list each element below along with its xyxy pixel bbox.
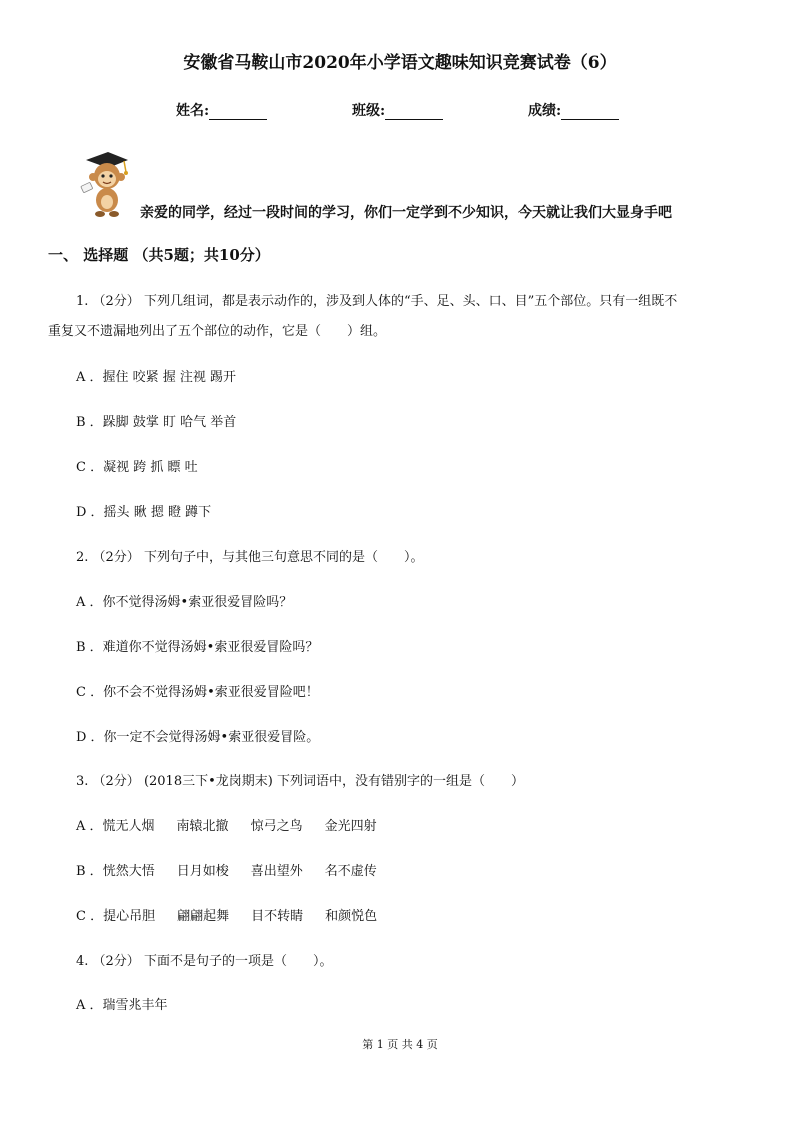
question-1-stem-cont: 重复又不遗漏地列出了五个部位的动作，它是（ ）组。 xyxy=(48,324,387,339)
option-word: 翩翩起舞 xyxy=(177,909,230,924)
question-2-stem: 2. （2分） 下列句子中，与其他三句意思不同的是（ ）。 xyxy=(76,550,424,565)
option-word: 喜出望外 xyxy=(250,864,303,879)
question-1-option-c[interactable]: C ．凝视 跨 抓 瞟 吐 xyxy=(76,460,198,475)
option-word: 提心吊胆 xyxy=(103,909,156,924)
score-blank xyxy=(561,105,619,120)
score-field xyxy=(528,100,619,120)
option-label: C ． xyxy=(76,909,104,924)
name-field xyxy=(176,100,267,120)
option-word: 和颜悦色 xyxy=(325,909,378,924)
page-footer: 第 1 页 共 4 页 xyxy=(362,1038,438,1051)
option-label: B ． xyxy=(76,864,103,879)
question-3-option-b[interactable] xyxy=(76,860,399,879)
question-2-option-a[interactable]: A ．你不觉得汤姆•索亚很爱冒险吗？ xyxy=(76,595,293,610)
class-label: 班级: xyxy=(352,103,386,119)
section-title: 一、 选择题 （共5题；共10分） xyxy=(48,246,270,264)
option-label: A ． xyxy=(76,819,103,834)
option-word: 日月如梭 xyxy=(176,864,229,879)
question-3-option-a[interactable] xyxy=(76,815,399,834)
option-word: 南辕北撤 xyxy=(176,819,229,834)
option-word: 恍然大悟 xyxy=(102,864,155,879)
page-title: 安徽省马鞍山市2020年小学语文趣味知识竞赛试卷（6） xyxy=(183,53,617,73)
question-2-option-d[interactable]: D ．你一定不会觉得汤姆•索亚很爱冒险。 xyxy=(76,730,320,745)
question-1-option-b[interactable]: B ．跺脚 鼓掌 盯 哈气 举首 xyxy=(76,415,237,430)
question-1-option-d[interactable]: D ．摇头 瞅 摁 瞪 蹲下 xyxy=(76,505,212,520)
class-field xyxy=(352,100,443,120)
question-4-option-a[interactable]: A ．瑞雪兆丰年 xyxy=(76,998,168,1013)
name-label: 姓名: xyxy=(176,103,210,119)
option-word: 金光四射 xyxy=(324,819,377,834)
score-label: 成绩: xyxy=(528,103,562,119)
question-4-stem: 4. （2分） 下面不是句子的一项是（ ）。 xyxy=(76,954,333,969)
option-word: 慌无人烟 xyxy=(102,819,155,834)
graduate-monkey-icon xyxy=(78,148,132,218)
question-1-option-a[interactable]: A ．握住 咬紧 握 注视 踢开 xyxy=(76,370,237,385)
option-word: 惊弓之鸟 xyxy=(250,819,303,834)
greeting-text: 亲爱的同学，经过一段时间的学习，你们一定学到不少知识，今天就让我们大显身手吧 xyxy=(140,205,672,221)
name-blank xyxy=(209,105,267,120)
option-word: 名不虚传 xyxy=(324,864,377,879)
question-3-stem: 3. （2分） (2018三下•龙岗期末) 下列词语中，没有错别字的一组是（ ） xyxy=(76,774,524,789)
class-blank xyxy=(385,105,443,120)
question-2-option-b[interactable]: B ．难道你不觉得汤姆•索亚很爱冒险吗？ xyxy=(76,640,319,655)
question-1-stem: 1. （2分） 下列几组词，都是表示动作的，涉及到人体的“手、足、头、口、目”五个部位。只有一组既不 xyxy=(76,294,678,309)
question-2-option-c[interactable]: C ．你不会不觉得汤姆•索亚很爱冒险吧！ xyxy=(76,685,319,700)
question-3-option-c[interactable] xyxy=(76,905,399,924)
option-word: 目不转睛 xyxy=(251,909,304,924)
